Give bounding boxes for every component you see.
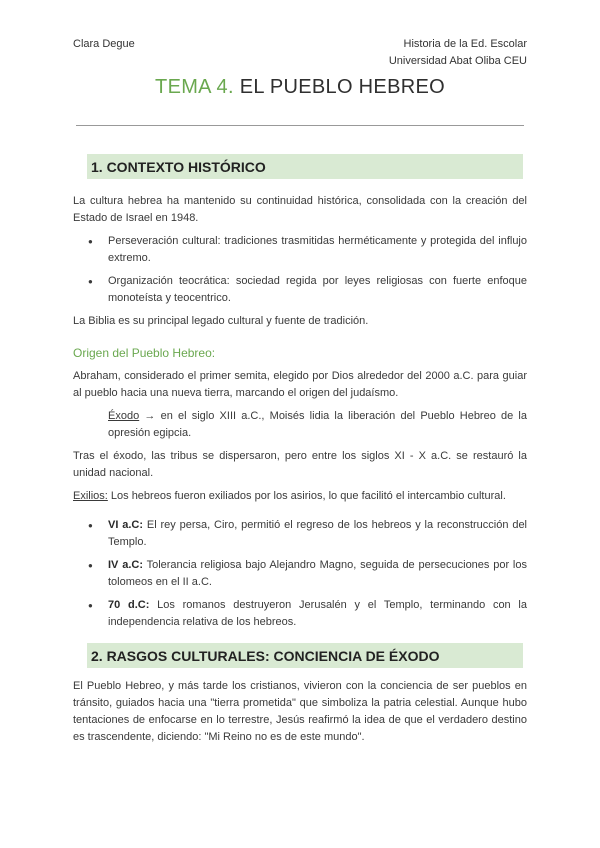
- document-page: [73, 36, 527, 746]
- intro-paragraph: La cultura hebrea ha mantenido su continuidad histórica, consolidada con la creación del Estado de Israel en 1948.: [73, 195, 527, 224]
- section-2-paragraph: El Pueblo Hebreo, y más tarde los cristianos, vivieron con la conciencia de ser pueblos en tránsito, guiados hacia una "tierra prometida" que simboliza la patria celestial. Aunque hubo tentaciones de enfocarse en lo terrestre, Jesús reafirmó la idea de que el verdadero destino es trascendente, diciendo: "Mi Reino no es de este mundo".: [73, 680, 527, 743]
- page-header: [73, 36, 527, 66]
- exilios-text: Los hebreos fueron exiliados por los asirios, lo que facilitó el intercambio cultural.: [107, 490, 506, 502]
- exodo-paragraph: [73, 408, 527, 442]
- origin-paragraph: Abraham, considerado el primer semita, elegido por Dios alrededor del 2000 a.C. para guiar al pueblo hacia una nueva tierra, marcando el origen del judaísmo.: [73, 370, 527, 399]
- section-2-heading: 2. RASGOS CULTURALES: CONCIENCIA DE ÉXODO: [87, 643, 523, 668]
- course-info: [389, 36, 527, 70]
- origin-heading: Origen del Pueblo Hebreo:: [73, 346, 216, 360]
- section-1-heading: 1. CONTEXTO HISTÓRICO: [87, 154, 523, 179]
- author-name: Clara Degue: [73, 38, 135, 50]
- exile-date: IV a.C:: [108, 559, 143, 571]
- exile-text: Tolerancia religiosa bajo Alejandro Magno, seguida de persecuciones por los tolomeos en el II a.C.: [108, 559, 527, 588]
- exile-bullet-list: [73, 517, 527, 631]
- exodo-label: Éxodo: [108, 410, 140, 422]
- exile-text: El rey persa, Ciro, permitió el regreso de los hebreos y la reconstrucción del Templo.: [108, 519, 528, 548]
- list-item: ● Organización teocrática: sociedad regida por leyes religiosas con fuerte enfoque monoteísta y teocentrico.: [73, 273, 527, 307]
- page-title: [73, 74, 527, 100]
- title-number: TEMA 4.: [155, 76, 234, 98]
- list-item: [73, 517, 527, 551]
- tribes-paragraph: Tras el éxodo, las tribus se dispersaron, pero entre los siglos XI - X a.C. se restauró la unidad nacional.: [73, 450, 527, 479]
- exilios-paragraph: [73, 488, 527, 505]
- exile-date: VI a.C:: [108, 519, 144, 531]
- bible-paragraph: La Biblia es su principal legado cultural y fuente de tradición.: [73, 315, 369, 327]
- exilios-label: Exilios:: [73, 490, 108, 502]
- title-divider: [76, 125, 524, 126]
- exile-text: Los romanos destruyeron Jerusalén y el Templo, terminando con la independencia relativa de los hebreos.: [108, 599, 527, 628]
- list-item: [73, 557, 527, 591]
- title-text: EL PUEBLO HEBREO: [239, 76, 445, 98]
- list-item: [73, 597, 527, 631]
- university-name: Universidad Abat Oliba CEU: [388, 55, 527, 67]
- exodo-text: → en el siglo XIII a.C., Moisés lidia la liberación del Pueblo Hebreo de la opresión egipcia.: [108, 410, 527, 439]
- list-item: ● Perseveración cultural: tradiciones trasmitidas herméticamente y protegida del influjo extremo.: [73, 233, 527, 267]
- culture-bullet-list: [73, 233, 527, 307]
- exile-date: 70 d.C:: [108, 599, 150, 611]
- course-name: Historia de la Ed. Escolar: [403, 38, 527, 50]
